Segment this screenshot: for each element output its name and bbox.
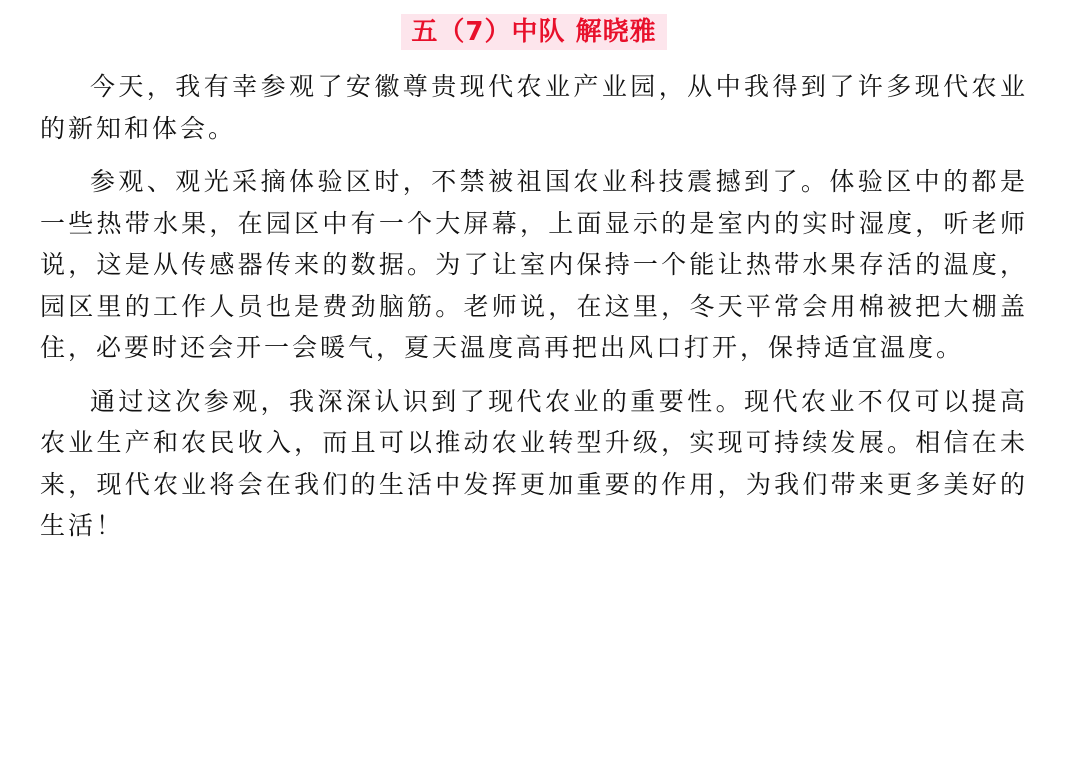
title-row [40,14,1028,50]
paragraph-1: 今天，我有幸参观了安徽尊贵现代农业产业园，从中我得到了许多现代农业的新知和体会。 [40,72,1028,143]
paragraph-3: 通过这次参观，我深深认识到了现代农业的重要性。现代农业不仅可以提高农业生产和农民收入，而且可以推动农业转型升级，实现可持续发展。相信在未来，现代农业将会在我们的生活中发挥更加重要的作用，为我们带来更多美好的生活！ [40,386,1028,540]
essay-title: 五（7）中队 解晓雅 [401,14,666,50]
paragraph-2: 参观、观光采摘体验区时，不禁被祖国农业科技震撼到了。体验区中的都是一些热带水果，在园区中有一个大屏幕，上面显示的是室内的实时湿度，听老师说，这是从传感器传来的数据。为了让室内保持一个能让热带水果存活的温度，园区里的工作人员也是费劲脑筋。老师说，在这里，冬天平常会用棉被把大棚盖住，必要时还会开一会暖气，夏天温度高再把出风口打开，保持适宜温度。 [40,167,1028,362]
